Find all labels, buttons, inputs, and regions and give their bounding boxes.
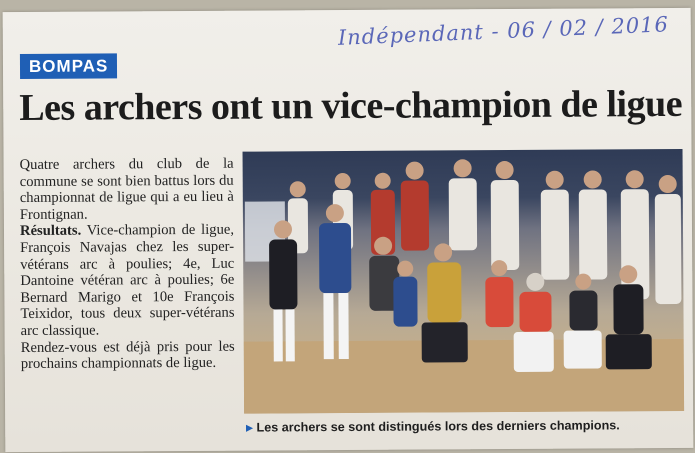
group-photo	[243, 149, 685, 414]
article-paragraph-intro: Quatre archers du club de la commune se sont bien battus lors du championnat de ligue qui a eu lieu à Frontignan.	[19, 155, 234, 223]
article-body	[20, 156, 235, 373]
section-tag: BOMPAS	[20, 53, 118, 79]
article-paragraph-results	[20, 222, 235, 339]
caption-text: Les archers se sont distingués lors des derniers champions.	[256, 418, 620, 435]
newspaper-clipping	[3, 8, 694, 452]
group-photo-illustration	[243, 149, 685, 414]
caption-marker-icon: ▸	[246, 420, 253, 435]
results-lead: Résultats.	[19, 223, 82, 240]
headline: Les archers ont un vice-champion de ligue	[19, 82, 683, 130]
article-paragraph-closing: Rendez-vous est déjà pris pour les prochains championnats de ligue.	[20, 338, 235, 373]
handwritten-date-note: Indépendant - 06 / 02 / 2016	[337, 12, 670, 50]
photo-caption	[246, 417, 620, 434]
results-text: Vice-champion de ligue, François Navajas chez les super-vétérans arc à poulies; 4e, Luc Dantoine vétéran arc à poulies; 6e Bernard Marigo et 10e François Teixidor, tous deux super-vétérans arc classique.	[20, 222, 235, 339]
